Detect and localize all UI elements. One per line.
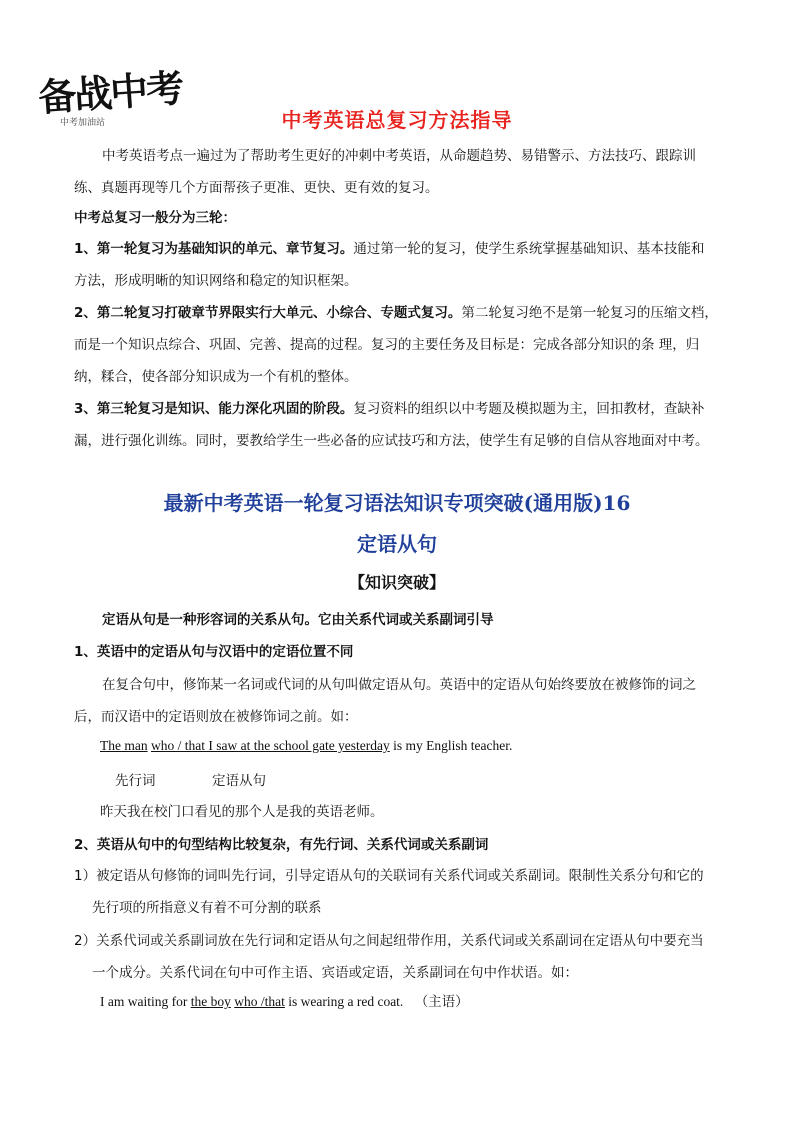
- example-1-label-antecedent: 先行词: [115, 773, 156, 789]
- example-1: [100, 738, 512, 754]
- intro-line-2: 练、真题再现等几个方面帮孩子更准、更快、更有效的复习。: [74, 180, 439, 196]
- round-3-text: 复习资料的组织以中考题及模拟题为主，回扣教材，查缺补: [353, 401, 705, 417]
- example-1-translation: 昨天我在校门口看见的那个人是我的英语老师。: [100, 804, 384, 820]
- example-1-rest: is my English teacher.: [389, 738, 513, 753]
- paragraph-2: [74, 860, 724, 924]
- paragraph-3: [74, 925, 724, 989]
- round-2-title: 2、第二轮复习打破章节界限实行大单元、小综合、专题式复习。: [74, 305, 462, 321]
- round-3: [74, 393, 724, 457]
- content-intro: 定语从句是一种形容词的关系从句。它由关系代词或关系副词引导: [102, 612, 494, 628]
- round-1: [74, 233, 724, 297]
- round-2-line-3: 纳，糅合，使各部分知识成为一个有机的整体。: [74, 369, 358, 385]
- example-2-start: I am waiting for: [100, 994, 191, 1009]
- paragraph-3-line-2: 一个成分。关系代词在句中可作主语、宾语或定语，关系副词在句中作状语。如：: [92, 965, 578, 981]
- main-subtitle: 定语从句: [357, 532, 437, 556]
- example-2-rest: is wearing a red coat.: [284, 994, 404, 1009]
- rounds-heading: 中考总复习一般分为三轮：: [74, 210, 236, 226]
- example-2-antecedent: the boy: [190, 994, 231, 1009]
- round-3-line-2: 漏，进行强化训练。同时，要教给学生一些必备的应试技巧和方法，使学生有足够的自信从容地面对中考。: [74, 433, 709, 449]
- example-2-note: （主语）: [414, 994, 469, 1010]
- paragraph-3-line-1: 2）关系代词或关系副词放在先行词和定语从句之间起纽带作用，关系代词或关系副词在定语从句中要充当: [74, 933, 704, 949]
- heading-2: 2、英语从句中的句型结构比较复杂，有先行词、关系代词或关系副词: [74, 837, 489, 853]
- logo-subtext: 中考加油站: [60, 118, 106, 128]
- paragraph-1: [74, 669, 724, 733]
- page-title: 中考英语总复习方法指导: [281, 108, 513, 132]
- example-1-clause: who / that I saw at the school gate yesterday: [150, 738, 390, 753]
- round-2-text: 第二轮复习绝不是第一轮复习的压缩文档，: [461, 305, 718, 321]
- paragraph-2-line-2: 先行项的所指意义有着不可分割的联系: [92, 900, 322, 916]
- main-title: 最新中考英语一轮复习语法知识专项突破(通用版)16: [163, 491, 631, 515]
- example-2-relative: who /that: [234, 994, 285, 1009]
- round-3-title: 3、第三轮复习是知识、能力深化巩固的阶段。: [74, 401, 354, 417]
- section-heading: 【知识突破】: [348, 573, 445, 592]
- paragraph-1-line-2: 后，而汉语中的定语则放在被修饰词之前。如：: [74, 709, 358, 725]
- round-1-line-2: 方法，形成明晰的知识网络和稳定的知识框架。: [74, 273, 358, 289]
- intro-paragraph: [74, 140, 724, 204]
- round-1-text: 通过第一轮的复习，使学生系统掌握基础知识、基本技能和: [353, 241, 705, 257]
- paragraph-1-line-1: 在复合句中，修饰某一名词或代词的从句叫做定语从句。英语中的定语从句始终要放在被修饰的词之: [102, 677, 696, 693]
- logo-text: 备战中考: [36, 66, 184, 120]
- intro-line-1: 中考英语考点一遍过为了帮助考生更好的冲刺中考英语，从命题趋势、易错警示、方法技巧、跟踪训: [102, 148, 696, 164]
- heading-1: 1、英语中的定语从句与汉语中的定语位置不同: [74, 644, 354, 660]
- paragraph-2-line-1: 1）被定语从句修饰的词叫先行词，引导定语从句的关联词有关系代词或关系副词。限制性关系分句和它的: [74, 868, 704, 884]
- round-1-title: 1、第一轮复习为基础知识的单元、章节复习。: [74, 241, 354, 257]
- example-1-label-clause: 定语从句: [212, 773, 266, 789]
- round-2: [74, 297, 724, 393]
- round-2-line-2: 而是一个知识点综合、巩固、完善、提高的过程。复习的主要任务及目标是：完成各部分知识的条 理，归: [74, 337, 700, 353]
- example-2: [100, 990, 469, 1010]
- example-1-antecedent: The man: [100, 738, 148, 753]
